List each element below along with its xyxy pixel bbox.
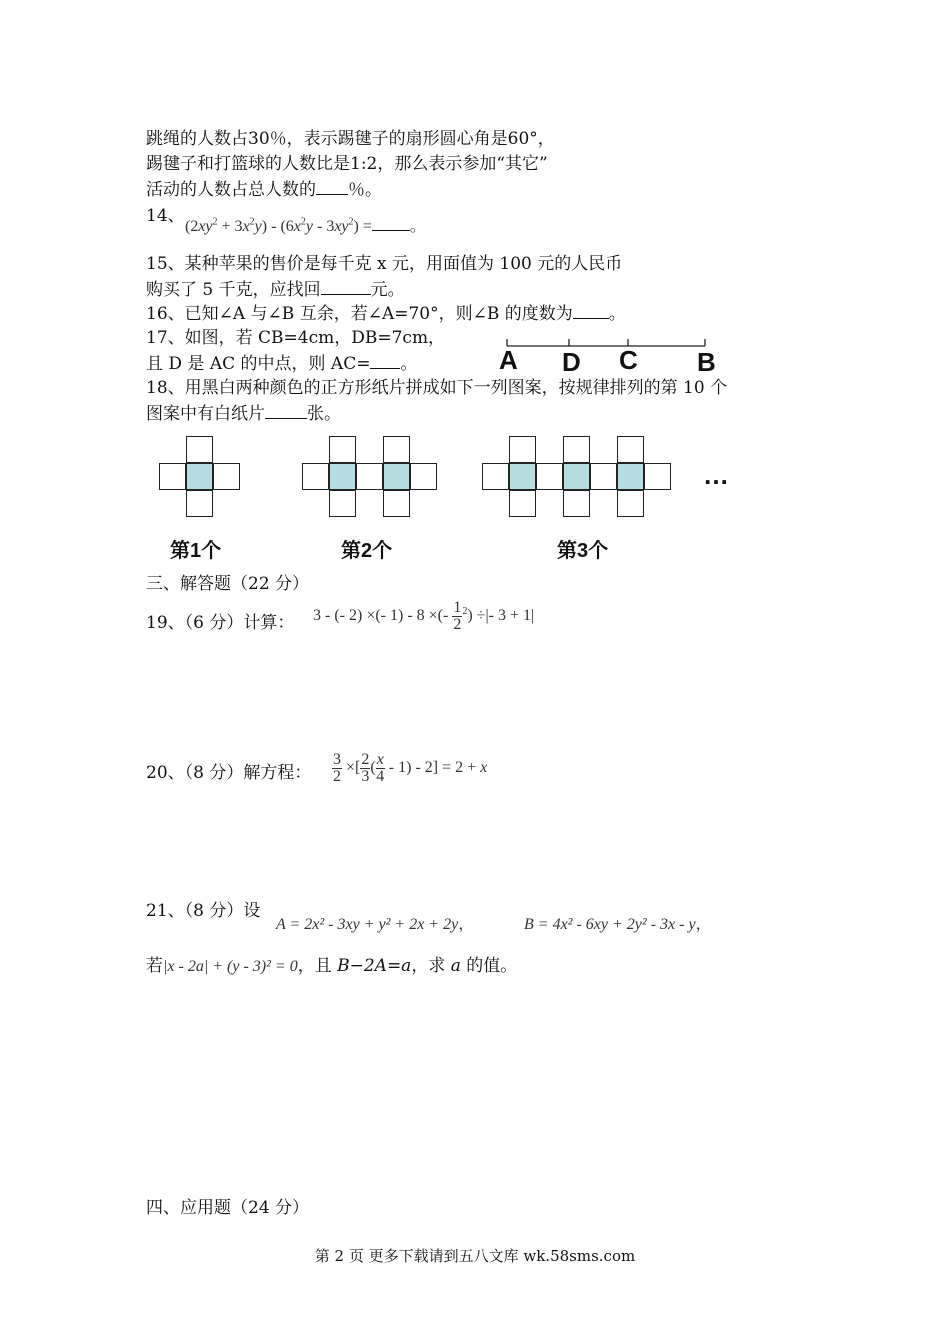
page-footer: 第 2 页 更多下载请到五八文库 wk.58sms.com bbox=[314, 1247, 636, 1265]
white-tile bbox=[563, 436, 590, 463]
q19-expression: 3 - (- 2) ×(- 1) - 8 ×(- $\frac{1}{2}$ $^2$) ÷|- 3 + 1| bbox=[313, 599, 535, 633]
white-tile bbox=[186, 490, 213, 517]
white-tile bbox=[509, 436, 536, 463]
q21-line2: 若|x - 2a| + (y - 3)² = 0，且 B−2A=a，求 a 的值。 bbox=[146, 956, 518, 976]
dark-tile bbox=[329, 463, 356, 490]
dark-tile bbox=[509, 463, 536, 490]
dark-tile bbox=[383, 463, 410, 490]
white-tile bbox=[590, 463, 617, 490]
white-tile bbox=[644, 463, 671, 490]
q21-expression-a: A = 2x² - 3xy + y² + 2x + 2y， bbox=[276, 916, 475, 933]
white-tile bbox=[617, 436, 644, 463]
white-tile bbox=[329, 490, 356, 517]
q13-line1: 跳绳的人数占30％，表示踢毽子的扇形圆心角是60°， bbox=[146, 129, 555, 149]
point-label-c: C bbox=[619, 345, 638, 375]
q13-line3: 活动的人数占总人数的 ％。 bbox=[146, 180, 382, 200]
white-tile bbox=[617, 490, 644, 517]
white-tile bbox=[356, 463, 383, 490]
q21-expression-b: B = 4x² - 6xy + 2y² - 3x - y， bbox=[524, 916, 712, 933]
q14-expression: $(2xy^2 + 3x^2y) - (6x^2y - 3xy^2)$ = 。 bbox=[185, 216, 426, 235]
q18-line2: 图案中有白纸片 张。 bbox=[146, 404, 341, 424]
q21-label: 21、（8 分）设 bbox=[146, 901, 261, 921]
q16: 16、已知∠A 与∠B 互余，若∠A=70°，则∠B 的度数为 。 bbox=[146, 304, 626, 324]
white-tile bbox=[329, 436, 356, 463]
section-3-heading: 三、解答题（22 分） bbox=[146, 574, 310, 594]
white-tile bbox=[383, 490, 410, 517]
q15-line1: 15、某种苹果的售价是每千克 x 元，用面值为 100 元的人民币 bbox=[146, 254, 623, 274]
q17-segment-diagram bbox=[500, 334, 714, 352]
white-tile bbox=[302, 463, 329, 490]
white-tile bbox=[509, 490, 536, 517]
q14-number: 14、 bbox=[146, 206, 185, 226]
white-tile bbox=[482, 463, 509, 490]
ellipsis: … bbox=[703, 460, 729, 490]
q20-label: 20、（8 分）解方程： bbox=[146, 763, 312, 783]
white-tile bbox=[536, 463, 563, 490]
q19-label: 19、（6 分）计算： bbox=[146, 613, 295, 633]
point-label-b: B bbox=[697, 347, 716, 377]
q15-line2: 购买了 5 千克，应找回 元。 bbox=[146, 280, 405, 300]
q20-equation: $\frac{3}{2}$ ×[ $\frac{2}{3}$ ( $\frac{x}{4}$ - 1) - 2] = 2 + x bbox=[333, 751, 488, 785]
white-tile bbox=[159, 463, 186, 490]
q18-line1: 18、用黑白两种颜色的正方形纸片拼成如下一列图案，按规律排列的第 10 个 bbox=[146, 378, 728, 398]
white-tile bbox=[563, 490, 590, 517]
q17-line1: 17、如图，若 CB=4cm，DB=7cm， bbox=[146, 328, 446, 348]
q13-line2: 踢毽子和打篮球的人数比是1:2，那么表示参加“其它” bbox=[146, 154, 548, 174]
dark-tile bbox=[186, 463, 213, 490]
figure-label-1: 第1个 bbox=[170, 540, 222, 562]
white-tile bbox=[410, 463, 437, 490]
figure-label-3: 第3个 bbox=[557, 540, 609, 562]
white-tile bbox=[383, 436, 410, 463]
dark-tile bbox=[563, 463, 590, 490]
q17-line2: 且 D 是 AC 的中点，则 AC= 。 bbox=[146, 354, 418, 374]
figure-label-2: 第2个 bbox=[341, 540, 393, 562]
white-tile bbox=[186, 436, 213, 463]
white-tile bbox=[213, 463, 240, 490]
section-4-heading: 四、应用题（24 分） bbox=[146, 1198, 310, 1218]
point-label-d: D bbox=[562, 347, 581, 377]
point-label-a: A bbox=[499, 345, 518, 375]
dark-tile bbox=[617, 463, 644, 490]
